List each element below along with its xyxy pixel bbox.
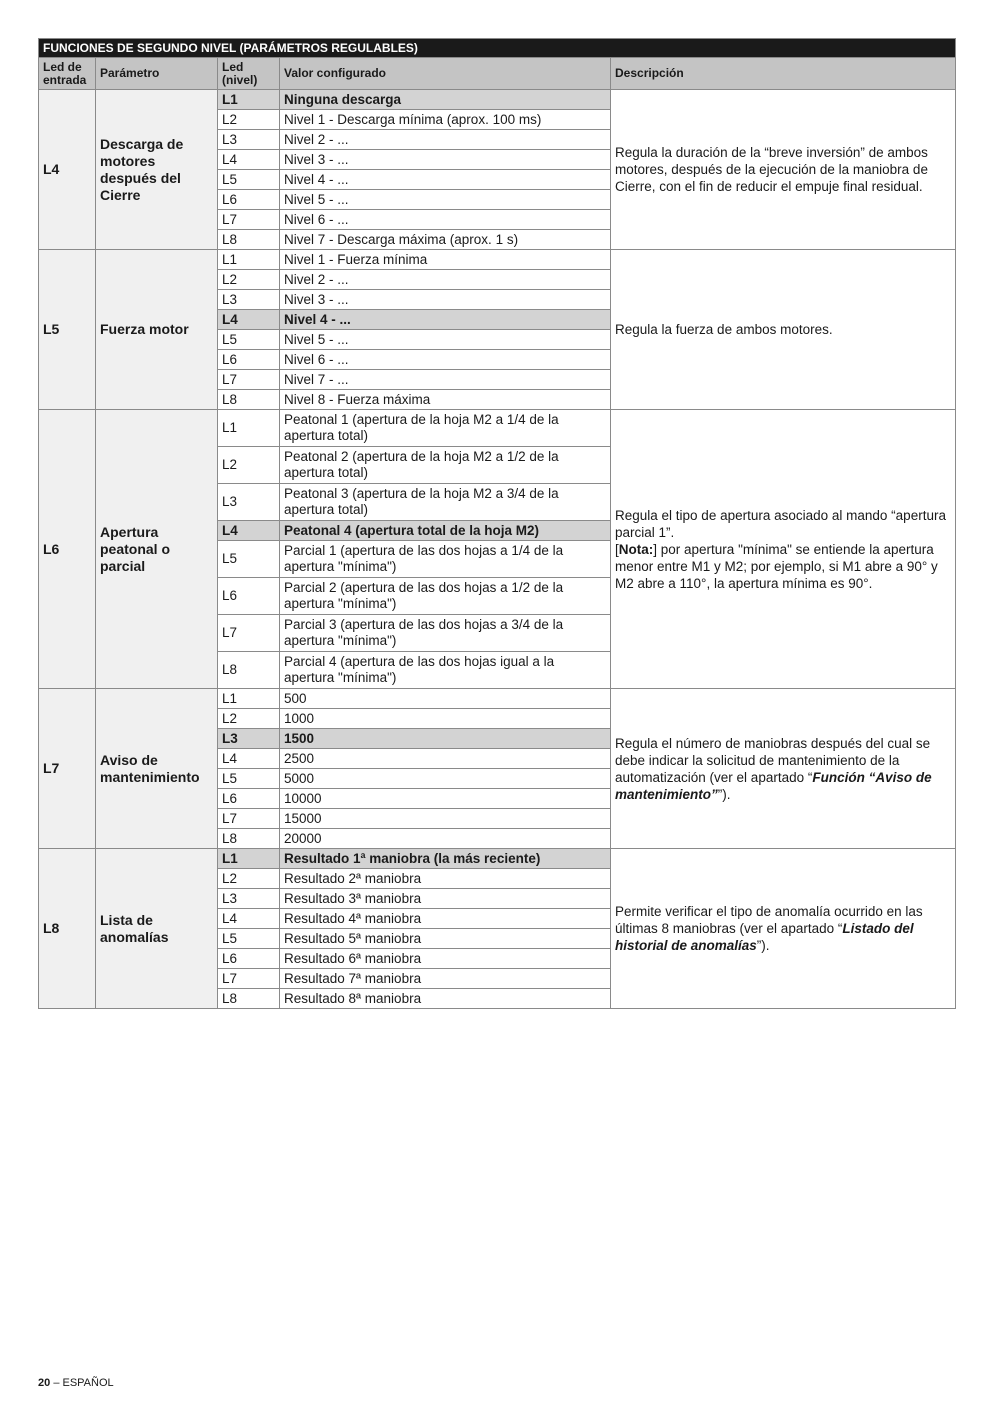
value-cell: 5000 <box>280 769 611 789</box>
description-cell <box>611 849 956 1009</box>
page-number: 20 <box>38 1377 51 1389</box>
header-led-entrada: Led de entrada <box>39 58 96 90</box>
level-led-cell: L8 <box>218 230 280 250</box>
header-parametro: Parámetro <box>96 58 218 90</box>
value-cell: Nivel 5 - ... <box>280 330 611 350</box>
level-led-cell: L8 <box>218 829 280 849</box>
value-cell: Resultado 6ª maniobra <box>280 949 611 969</box>
level-led-cell: L5 <box>218 929 280 949</box>
value-cell: Nivel 3 - ... <box>280 150 611 170</box>
value-cell: Nivel 4 - ... <box>280 170 611 190</box>
description-text: Permite verificar el tipo de anomalía ocurrido en las últimas 8 maniobras (ver el apartado “Listado del historial de anomalías”). <box>615 904 923 953</box>
input-led-cell: L4 <box>39 90 96 250</box>
value-cell: Nivel 6 - ... <box>280 210 611 230</box>
level-led-cell: L5 <box>218 330 280 350</box>
value-cell: Parcial 4 (apertura de las dos hojas igual a la apertura "mínima") <box>280 652 611 689</box>
value-cell: Resultado 7ª maniobra <box>280 969 611 989</box>
value-cell: 10000 <box>280 789 611 809</box>
level-led-cell: L6 <box>218 789 280 809</box>
level-led-cell: L3 <box>218 729 280 749</box>
level-led-cell: L1 <box>218 689 280 709</box>
value-cell: 1000 <box>280 709 611 729</box>
value-cell: Nivel 2 - ... <box>280 270 611 290</box>
level-led-cell: L6 <box>218 949 280 969</box>
header-valor: Valor configurado <box>280 58 611 90</box>
level-led-cell: L2 <box>218 447 280 484</box>
value-cell: Resultado 8ª maniobra <box>280 989 611 1009</box>
level-led-cell: L6 <box>218 578 280 615</box>
input-led-cell: L6 <box>39 410 96 689</box>
table-row <box>39 90 956 110</box>
value-cell: Parcial 1 (apertura de las dos hojas a 1/4 de la apertura "mínima") <box>280 541 611 578</box>
parameter-cell: Apertura peatonal o parcial <box>96 410 218 689</box>
table-row <box>39 689 956 709</box>
value-cell: Parcial 3 (apertura de las dos hojas a 3/4 de la apertura "mínima") <box>280 615 611 652</box>
value-cell: Nivel 3 - ... <box>280 290 611 310</box>
table-row <box>39 250 956 270</box>
value-cell: 500 <box>280 689 611 709</box>
table-body <box>39 90 956 1009</box>
level-led-cell: L3 <box>218 484 280 521</box>
value-cell: Nivel 1 - Descarga mínima (aprox. 100 ms) <box>280 110 611 130</box>
level-led-cell: L3 <box>218 889 280 909</box>
description-text: Regula el número de maniobras después del cual se debe indicar la solicitud de mantenimiento de la automatización (ver el apartado “Función “Aviso de mantenimiento””). <box>615 735 932 802</box>
description-cell <box>611 410 956 689</box>
table-row <box>39 410 956 447</box>
level-led-cell: L8 <box>218 390 280 410</box>
value-cell: Nivel 7 - Descarga máxima (aprox. 1 s) <box>280 230 611 250</box>
level-led-cell: L5 <box>218 769 280 789</box>
description-cell <box>611 689 956 849</box>
level-led-cell: L1 <box>218 849 280 869</box>
level-led-cell: L4 <box>218 909 280 929</box>
level-led-cell: L1 <box>218 410 280 447</box>
value-cell: Peatonal 4 (apertura total de la hoja M2) <box>280 521 611 541</box>
input-led-cell: L8 <box>39 849 96 1009</box>
level-led-cell: L7 <box>218 615 280 652</box>
level-led-cell: L7 <box>218 370 280 390</box>
value-cell: Peatonal 2 (apertura de la hoja M2 a 1/2 de la apertura total) <box>280 447 611 484</box>
value-cell: Peatonal 3 (apertura de la hoja M2 a 3/4 de la apertura total) <box>280 484 611 521</box>
parameters-table <box>38 38 956 1009</box>
level-led-cell: L2 <box>218 110 280 130</box>
value-cell: Peatonal 1 (apertura de la hoja M2 a 1/4 de la apertura total) <box>280 410 611 447</box>
level-led-cell: L4 <box>218 521 280 541</box>
footer-language: – ESPAÑOL <box>53 1377 114 1389</box>
parameter-cell: Fuerza motor <box>96 250 218 410</box>
level-led-cell: L2 <box>218 869 280 889</box>
value-cell: Parcial 2 (apertura de las dos hojas a 1/2 de la apertura "mínima") <box>280 578 611 615</box>
level-led-cell: L2 <box>218 709 280 729</box>
level-led-cell: L3 <box>218 290 280 310</box>
parameter-cell: Lista de anomalías <box>96 849 218 1009</box>
description-text: Regula el tipo de apertura asociado al mando “apertura parcial 1”. <box>615 507 946 540</box>
parameter-cell: Descarga de motores después del Cierre <box>96 90 218 250</box>
value-cell: 20000 <box>280 829 611 849</box>
level-led-cell: L7 <box>218 809 280 829</box>
level-led-cell: L8 <box>218 652 280 689</box>
table-row <box>39 849 956 869</box>
value-cell: Nivel 2 - ... <box>280 130 611 150</box>
value-cell: Nivel 4 - ... <box>280 310 611 330</box>
level-led-cell: L7 <box>218 210 280 230</box>
value-cell: Resultado 5ª maniobra <box>280 929 611 949</box>
value-cell: 15000 <box>280 809 611 829</box>
level-led-cell: L2 <box>218 270 280 290</box>
header-descripcion: Descripción <box>611 58 956 90</box>
description-note: [Nota:] por apertura "mínima" se entiende la apertura menor entre M1 y M2; por ejemplo, si M1 abre a 90° y M2 abre a 110°, la apertura mínima es 90°. <box>615 541 938 591</box>
level-led-cell: L1 <box>218 250 280 270</box>
page-footer <box>38 1377 114 1389</box>
level-led-cell: L4 <box>218 150 280 170</box>
value-cell: 2500 <box>280 749 611 769</box>
level-led-cell: L1 <box>218 90 280 110</box>
level-led-cell: L5 <box>218 170 280 190</box>
level-led-cell: L7 <box>218 969 280 989</box>
level-led-cell: L3 <box>218 130 280 150</box>
level-led-cell: L6 <box>218 350 280 370</box>
value-cell: Ninguna descarga <box>280 90 611 110</box>
value-cell: Nivel 7 - ... <box>280 370 611 390</box>
level-led-cell: L8 <box>218 989 280 1009</box>
level-led-cell: L4 <box>218 310 280 330</box>
input-led-cell: L5 <box>39 250 96 410</box>
input-led-cell: L7 <box>39 689 96 849</box>
value-cell: Resultado 4ª maniobra <box>280 909 611 929</box>
value-cell: Resultado 1ª maniobra (la más reciente) <box>280 849 611 869</box>
level-led-cell: L6 <box>218 190 280 210</box>
description-cell <box>611 90 956 250</box>
value-cell: Nivel 6 - ... <box>280 350 611 370</box>
level-led-cell: L4 <box>218 749 280 769</box>
value-cell: Resultado 2ª maniobra <box>280 869 611 889</box>
parameter-cell: Aviso de mantenimiento <box>96 689 218 849</box>
header-led-nivel: Led (nivel) <box>218 58 280 90</box>
value-cell: 1500 <box>280 729 611 749</box>
value-cell: Nivel 5 - ... <box>280 190 611 210</box>
description-cell <box>611 250 956 410</box>
table-title: FUNCIONES DE SEGUNDO NIVEL (PARÁMETROS REGULABLES) <box>39 39 956 58</box>
level-led-cell: L5 <box>218 541 280 578</box>
description-text: Regula la duración de la “breve inversión” de ambos motores, después de la ejecución de la maniobra de Cierre, con el fin de reducir el empuje final residual. <box>615 145 928 194</box>
value-cell: Nivel 1 - Fuerza mínima <box>280 250 611 270</box>
description-text: Regula la fuerza de ambos motores. <box>615 322 833 337</box>
value-cell: Nivel 8 - Fuerza máxima <box>280 390 611 410</box>
value-cell: Resultado 3ª maniobra <box>280 889 611 909</box>
